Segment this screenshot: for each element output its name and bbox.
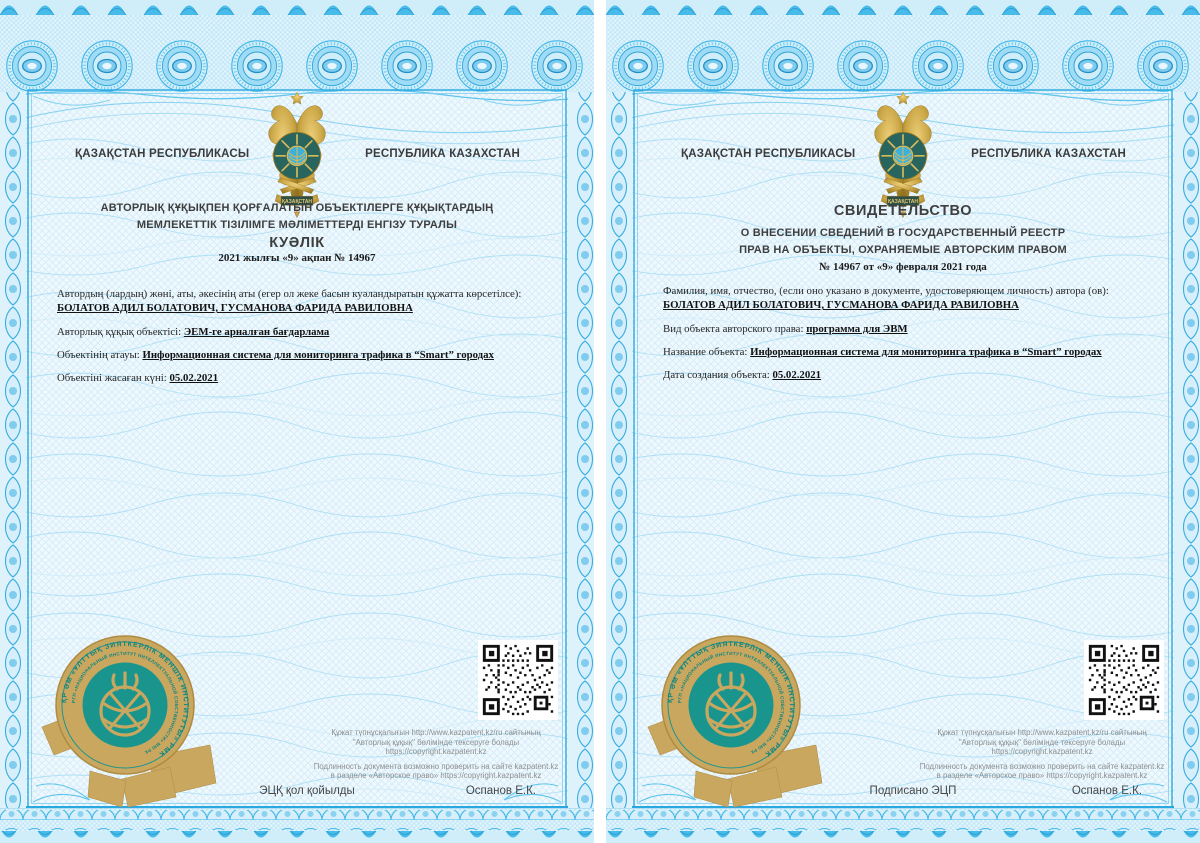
creation-date-value: 05.02.2021 xyxy=(169,372,219,384)
certificate-number: 2021 жылғы «9» ақпан № 14967 xyxy=(218,252,376,264)
verify-ru-line2: в разделе «Авторское право» https://copyright.kazpatent.kz xyxy=(936,771,1148,780)
certificate-number: № 14967 от «9» февраля 2021 года xyxy=(819,261,987,273)
authors-value: БОЛАТОВ АДИЛ БОЛАТОВИЧ, ГУСМАНОВА ФАРИДА РАВИЛОВНА xyxy=(57,302,413,314)
authors-label: Фамилия, имя, отчество, (если оно указано в документе, удостоверяющем личность) автора (ов): xyxy=(663,285,1109,297)
signer-name: Оспанов Е.К. xyxy=(1071,785,1142,797)
verify-ru-line2: в разделе «Авторское право» https://copyright.kazpatent.kz xyxy=(330,771,542,780)
object-name-row xyxy=(663,346,1164,359)
creation-date-row xyxy=(663,369,1164,382)
certificate-title xyxy=(634,225,1172,258)
qr-code xyxy=(1084,640,1164,720)
authors-value: БОЛАТОВ АДИЛ БОЛАТОВИЧ, ГУСМАНОВА ФАРИДА РАВИЛОВНА xyxy=(663,299,1019,311)
verify-kk-line2: "Авторлық құқық" бөлімінде тексеруге болады https://copyright.kazpatent.kz xyxy=(958,737,1126,756)
country-name-russian: РЕСПУБЛИКА КАЗАХСТАН xyxy=(971,148,1126,160)
digital-signature-label: ЭЦҚ қол қойылды xyxy=(259,785,355,797)
verification-note xyxy=(909,728,1175,781)
document-type: КУӘЛІК xyxy=(269,235,325,251)
verify-ru-line1: Подлинность документа возможно проверить на сайте kazpatent.kz xyxy=(919,761,1165,771)
object-kind-label: Авторлық құқық объектісі: xyxy=(57,326,182,338)
object-name-row xyxy=(57,349,558,362)
signer-name: Оспанов Е.К. xyxy=(465,785,536,797)
verify-kk-line1: Құжат түпнұсқалығын http://www.kazpatent.kz/ru сайтының xyxy=(331,728,541,737)
certificate-russian xyxy=(606,0,1200,843)
title-line-1: О ВНЕСЕНИИ СВЕДЕНИЙ В ГОСУДАРСТВЕННЫЙ РЕЕСТР xyxy=(740,227,1066,239)
authors-label: Автордың (лардың) жөні, аты, әкесінің аты (егер ол жеке басын куәландыратын құжатта көрсетілсе): xyxy=(57,288,522,300)
qr-code xyxy=(478,640,558,720)
digital-signature-label: Подписано ЭЦП xyxy=(869,785,957,797)
verify-ru-line1: Подлинность документа возможно проверить на сайте kazpatent.kz xyxy=(313,761,559,771)
creation-date-label: Дата создания объекта: xyxy=(663,369,770,381)
object-name-label: Объектінің атауы: xyxy=(57,349,140,361)
creation-date-row xyxy=(57,372,558,385)
object-kind-row xyxy=(663,323,1164,336)
certificate-fields xyxy=(57,288,558,385)
object-kind-label: Вид объекта авторского права: xyxy=(663,323,804,335)
object-kind-value: ЭЕМ-ге арналған бағдарлама xyxy=(183,326,330,338)
object-name-value: Информационная система для мониторинга трафика в “Smart” городах xyxy=(142,349,494,361)
certificate-fields xyxy=(663,285,1164,382)
verification-note xyxy=(303,728,569,781)
country-name-kazakh: ҚАЗАҚСТАН РЕСПУБЛИКАСЫ xyxy=(75,148,250,160)
object-kind-row xyxy=(57,326,558,339)
creation-date-value: 05.02.2021 xyxy=(772,369,822,381)
certificate-title xyxy=(28,200,566,233)
country-name-russian: РЕСПУБЛИКА КАЗАХСТАН xyxy=(365,148,520,160)
certificate-kazakh xyxy=(0,0,594,843)
verify-kk-line1: Құжат түпнұсқалығын http://www.kazpatent.kz/ru сайтының xyxy=(937,728,1147,737)
title-line-2: ПРАВ НА ОБЪЕКТЫ, ОХРАНЯЕМЫЕ АВТОРСКИМ ПРАВОМ xyxy=(739,243,1067,256)
object-name-value: Информационная система для мониторинга трафика в “Smart” городах xyxy=(750,346,1102,358)
title-line-2: МЕМЛЕКЕТТІК ТІЗІЛІМГЕ МӘЛІМЕТТЕРДІ ЕНГІЗУ ТУРАЛЫ xyxy=(136,218,458,231)
creation-date-label: Объектіні жасаған күні: xyxy=(57,372,167,384)
document-type: СВИДЕТЕЛЬСТВО xyxy=(833,203,973,219)
country-name-kazakh: ҚАЗАҚСТАН РЕСПУБЛИКАСЫ xyxy=(681,148,856,160)
object-name-label: Название объекта: xyxy=(663,346,748,358)
verify-kk-line2: "Авторлық құқық" бөлімінде тексеруге болады https://copyright.kazpatent.kz xyxy=(352,737,520,756)
title-line-1: АВТОРЛЫҚ ҚҰҚЫҚПЕН ҚОРҒАЛАТЫН ОБЪЕКТІЛЕРГЕ ҚҰҚЫҚТАРДЫҢ xyxy=(100,202,494,214)
object-kind-value: программа для ЭВМ xyxy=(806,323,908,335)
